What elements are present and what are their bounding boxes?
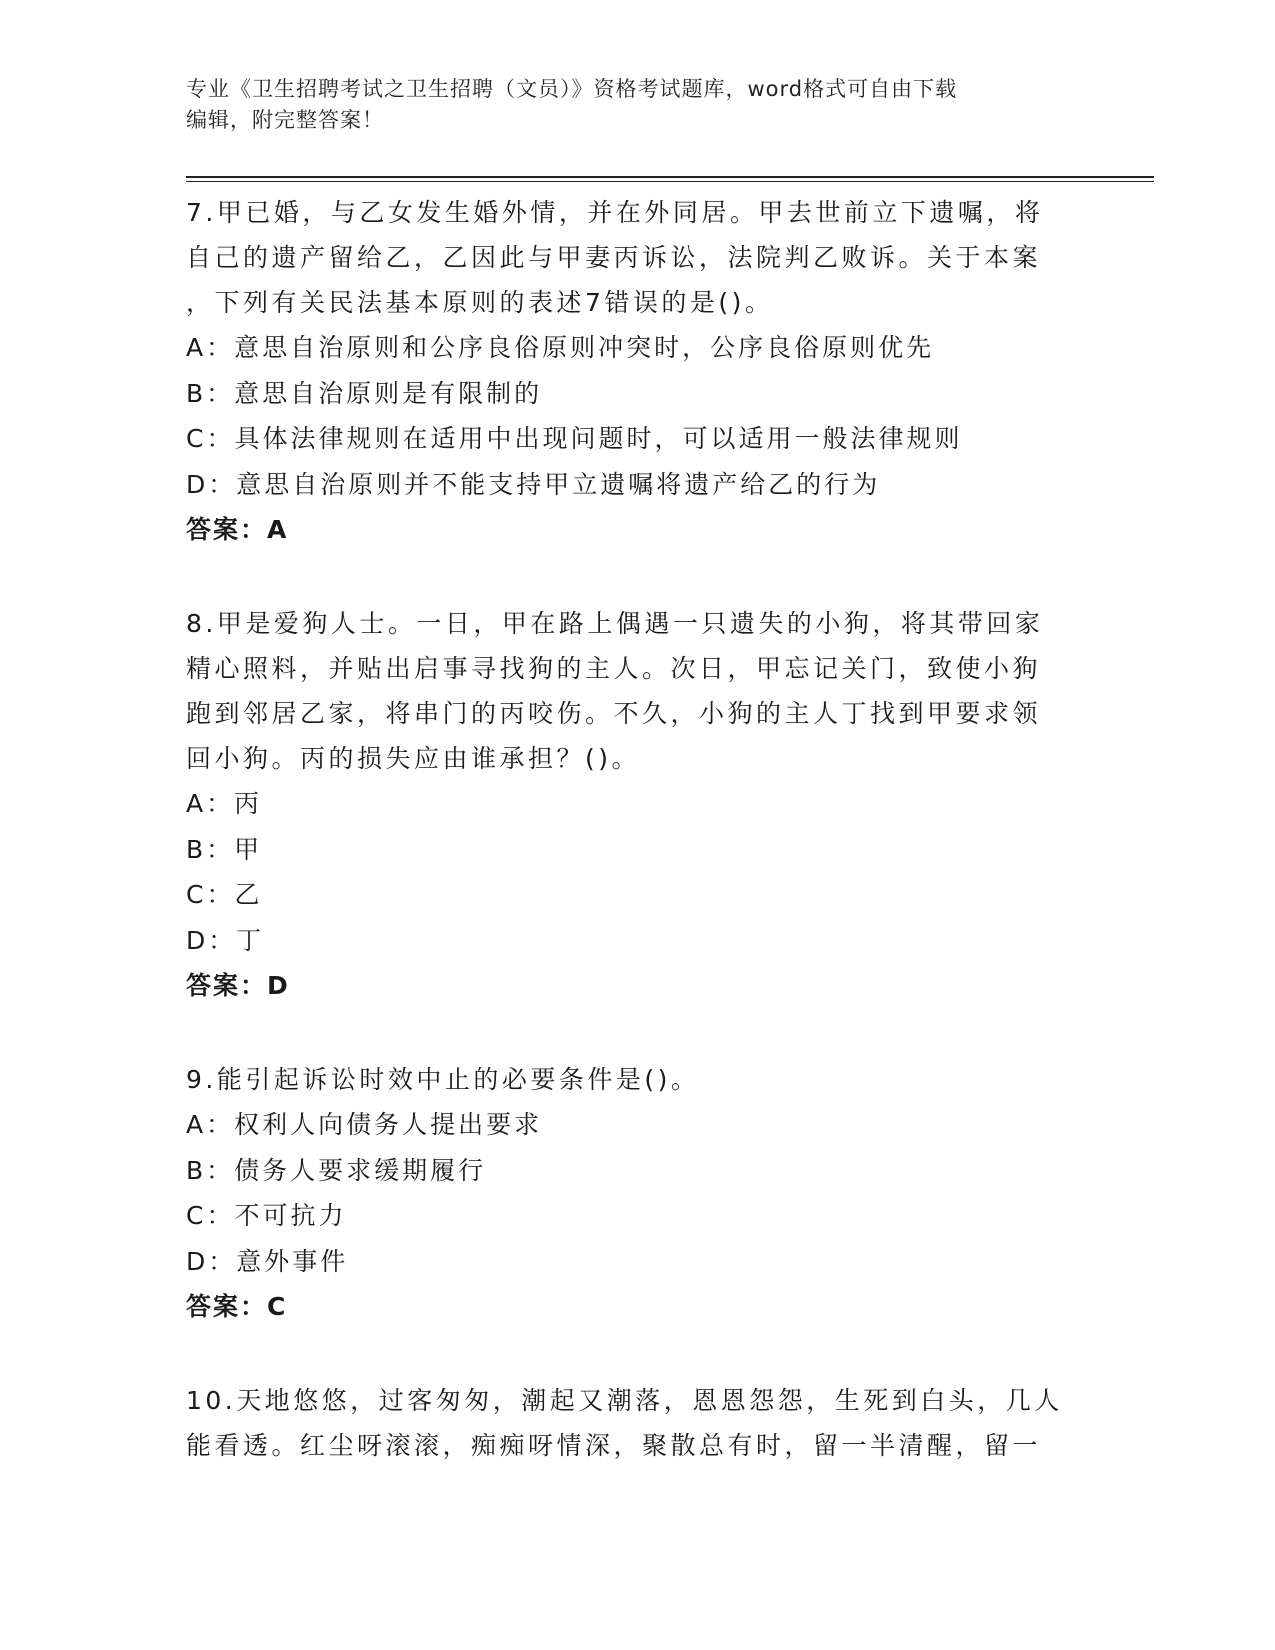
- question-10: [186, 1378, 1086, 1468]
- stem-line: 7.甲已婚，与乙女发生婚外情，并在外同居。甲去世前立下遗嘱，将: [186, 198, 1044, 227]
- header-divider-thin: [186, 181, 1154, 182]
- stem-line: 8.甲是爱狗人士。一日，甲在路上偶遇一只遗失的小狗，将其带回家: [186, 609, 1044, 638]
- answer: 答案：D: [186, 971, 290, 1000]
- stem-line: 精心照料，并贴出启事寻找狗的主人。次日，甲忘记关门，致使小狗: [186, 654, 1042, 683]
- question-stem: [186, 190, 1086, 325]
- option-a: A：意思自治原则和公序良俗原则冲突时，公序良俗原则优先: [186, 333, 935, 362]
- question-list: [186, 190, 1086, 1516]
- question-8: [186, 601, 1086, 1009]
- stem-line: 回小狗。丙的损失应由谁承担？()。: [186, 744, 641, 773]
- answer: 答案：A: [186, 515, 289, 544]
- question-stem: [186, 1378, 1086, 1468]
- answer: 答案：C: [186, 1292, 288, 1321]
- option-c: C：乙: [186, 880, 263, 909]
- option-c: C：具体法律规则在适用中出现问题时，可以适用一般法律规则: [186, 424, 963, 453]
- option-a: A：权利人向债务人提出要求: [186, 1110, 543, 1139]
- question-stem: [186, 1057, 1086, 1102]
- header-divider-thick: [186, 176, 1154, 178]
- header-line-1: 专业《卫生招聘考试之卫生招聘（文员）》资格考试题库，word格式可自由下载: [186, 77, 958, 101]
- question-9: [186, 1057, 1086, 1330]
- question-stem: [186, 601, 1086, 781]
- option-d: D：丁: [186, 925, 265, 955]
- option-d: D：意外事件: [186, 1246, 349, 1276]
- question-7: [186, 190, 1086, 553]
- stem-line: 能看透。红尘呀滚滚，痴痴呀情深，聚散总有时，留一半清醒，留一: [186, 1431, 1042, 1460]
- option-b: B：意思自治原则是有限制的: [186, 378, 543, 408]
- stem-line: 自己的遗产留给乙，乙因此与甲妻丙诉讼，法院判乙败诉。关于本案: [186, 243, 1042, 272]
- document-header: [186, 74, 1086, 136]
- stem-line: ，下列有关民法基本原则的表述7错误的是()。: [186, 288, 774, 317]
- option-b: B：债务人要求缓期履行: [186, 1155, 487, 1185]
- option-d: D：意思自治原则并不能支持甲立遗嘱将遗产给乙的行为: [186, 469, 881, 499]
- option-c: C：不可抗力: [186, 1201, 347, 1230]
- header-line-2: 编辑，附完整答案！: [186, 108, 384, 132]
- stem-line: 跑到邻居乙家，将串门的丙咬伤。不久，小狗的主人丁找到甲要求领: [186, 699, 1042, 728]
- stem-line: 9.能引起诉讼时效中止的必要条件是()。: [186, 1065, 700, 1094]
- stem-line: 10.天地悠悠，过客匆匆，潮起又潮落，恩恩怨怨，生死到白头，几人: [186, 1386, 1063, 1415]
- option-b: B：甲: [186, 834, 263, 864]
- option-a: A：丙: [186, 789, 263, 818]
